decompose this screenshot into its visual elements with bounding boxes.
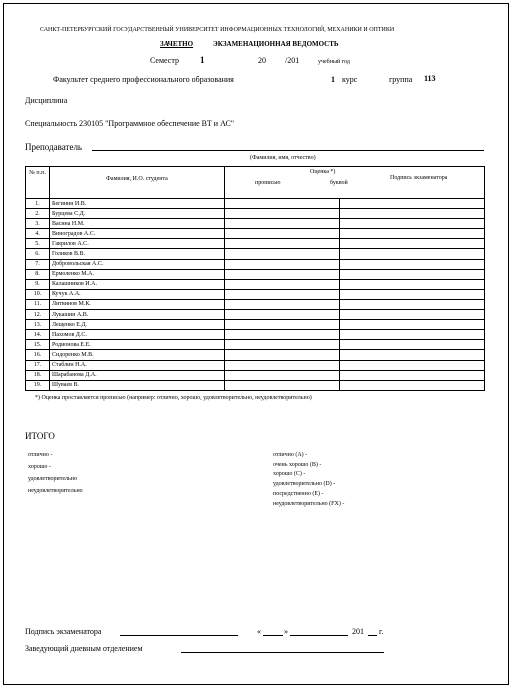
signature-cell bbox=[340, 310, 485, 320]
total-left-4: неудовлетворительно bbox=[28, 488, 83, 494]
student-name: Сидоренко М.В. bbox=[50, 350, 225, 360]
student-name: Добровольская А.С. bbox=[50, 259, 225, 269]
row-number: 3. bbox=[26, 219, 50, 229]
signature-cell bbox=[340, 350, 485, 360]
head-label: Заведующий дневным отделением bbox=[25, 644, 143, 653]
student-name: Литвинов М.К. bbox=[50, 299, 225, 309]
grade-cell bbox=[225, 380, 340, 390]
semester-value: 1 bbox=[200, 55, 205, 65]
faculty: Факультет среднего профессионального образования bbox=[53, 75, 234, 84]
grade-cell bbox=[225, 249, 340, 259]
row-number: 16. bbox=[26, 350, 50, 360]
date-mid: » bbox=[284, 627, 288, 636]
discipline-label: Дисциплина bbox=[25, 96, 68, 105]
student-name: Васина Н.М. bbox=[50, 219, 225, 229]
row-number: 12. bbox=[26, 310, 50, 320]
total-right-6: неудовлетворительно (FX) - bbox=[273, 501, 345, 507]
semester-label: Семестр bbox=[150, 56, 179, 65]
table-row bbox=[26, 229, 485, 239]
total-left-3: удовлетворительно bbox=[28, 476, 77, 482]
group-value: 113 bbox=[424, 74, 436, 83]
row-number: 8. bbox=[26, 269, 50, 279]
row-number: 19. bbox=[26, 380, 50, 390]
total-right-3: хорошо (С) - bbox=[273, 471, 306, 477]
signature-cell bbox=[340, 269, 485, 279]
table-row bbox=[26, 310, 485, 320]
signature-cell bbox=[340, 330, 485, 340]
row-number: 5. bbox=[26, 239, 50, 249]
student-name: Бегинин И.В. bbox=[50, 199, 225, 209]
grade-cell bbox=[225, 310, 340, 320]
row-number: 13. bbox=[26, 320, 50, 330]
table-row bbox=[26, 199, 485, 209]
table-row bbox=[26, 299, 485, 309]
signature-cell bbox=[340, 239, 485, 249]
date-open: « bbox=[257, 627, 261, 636]
group-label: группа bbox=[389, 75, 413, 84]
student-name: Виноградов А.С. bbox=[50, 229, 225, 239]
grade-cell bbox=[225, 209, 340, 219]
row-number: 10. bbox=[26, 289, 50, 299]
total-left-2: хорошо - bbox=[28, 464, 51, 470]
signature-cell bbox=[340, 380, 485, 390]
row-number: 7. bbox=[26, 259, 50, 269]
year-label: учебный год bbox=[318, 59, 350, 65]
signature-cell bbox=[340, 249, 485, 259]
teacher-hint: (Фамилия, имя, отчество) bbox=[250, 155, 316, 161]
signature-cell bbox=[340, 340, 485, 350]
title-left: ЗАЧЕТНО bbox=[160, 40, 194, 48]
student-name: Родионова Е.Е. bbox=[50, 340, 225, 350]
date-month-line bbox=[290, 635, 348, 636]
total-right-4: удовлетворительно (D) - bbox=[273, 481, 336, 487]
students-table bbox=[25, 166, 485, 391]
table-row bbox=[26, 219, 485, 229]
grade-cell bbox=[225, 299, 340, 309]
grade-cell bbox=[225, 350, 340, 360]
grade-cell bbox=[225, 340, 340, 350]
student-name: Калашников И.А. bbox=[50, 279, 225, 289]
row-number: 2. bbox=[26, 209, 50, 219]
table-row bbox=[26, 370, 485, 380]
row-number: 9. bbox=[26, 279, 50, 289]
total-left-1: отлично - bbox=[28, 452, 53, 458]
col-grade-header bbox=[225, 167, 485, 199]
examiner-label: Подпись экзаменатора bbox=[25, 627, 102, 636]
grade-cell bbox=[225, 279, 340, 289]
col-grade-letter: буквой bbox=[330, 180, 348, 186]
examiner-signature-line bbox=[120, 635, 238, 636]
date-year-line bbox=[368, 635, 377, 636]
grade-cell bbox=[225, 360, 340, 370]
table-row bbox=[26, 330, 485, 340]
row-number: 15. bbox=[26, 340, 50, 350]
signature-cell bbox=[340, 360, 485, 370]
col-name-header bbox=[50, 167, 225, 199]
student-name: Голиков В.В. bbox=[50, 249, 225, 259]
table-row bbox=[26, 249, 485, 259]
student-name: Гаврилов А.С. bbox=[50, 239, 225, 249]
table-row bbox=[26, 360, 485, 370]
grade-cell bbox=[225, 219, 340, 229]
signature-cell bbox=[340, 229, 485, 239]
teacher-line bbox=[92, 150, 484, 151]
grade-cell bbox=[225, 259, 340, 269]
col-signature-header: Подпись экзаменатора bbox=[390, 175, 448, 181]
row-number: 17. bbox=[26, 360, 50, 370]
row-number: 1. bbox=[26, 199, 50, 209]
date-year: 201 bbox=[352, 627, 364, 636]
table-row bbox=[26, 279, 485, 289]
grade-cell bbox=[225, 320, 340, 330]
table-row bbox=[26, 239, 485, 249]
col-num-header: № п.п. bbox=[26, 167, 50, 199]
row-number: 14. bbox=[26, 330, 50, 340]
signature-cell bbox=[340, 299, 485, 309]
total-right-5: посредственно (Е) - bbox=[273, 491, 324, 497]
table-row bbox=[26, 209, 485, 219]
signature-cell bbox=[340, 209, 485, 219]
col-name-label: Фамилия, И.О. студента bbox=[106, 176, 168, 182]
row-number: 18. bbox=[26, 370, 50, 380]
table-row bbox=[26, 380, 485, 390]
col-grade-words: прописью bbox=[255, 180, 281, 186]
grade-cell bbox=[225, 370, 340, 380]
table-header-row bbox=[26, 167, 485, 199]
year-start: 20 bbox=[258, 56, 266, 65]
grade-cell bbox=[225, 199, 340, 209]
student-name: Бурцева С.Д. bbox=[50, 209, 225, 219]
table-row bbox=[26, 320, 485, 330]
signature-cell bbox=[340, 320, 485, 330]
date-year-suffix: г. bbox=[379, 627, 384, 636]
grade-cell bbox=[225, 289, 340, 299]
grade-cell bbox=[225, 229, 340, 239]
signature-cell bbox=[340, 199, 485, 209]
signature-cell bbox=[340, 219, 485, 229]
course-label: курс bbox=[342, 75, 358, 84]
title-right: ЭКЗАМЕНАЦИОННАЯ ВЕДОМОСТЬ bbox=[213, 40, 339, 48]
year-end: /201 bbox=[285, 56, 300, 65]
student-name: Кучук А.А. bbox=[50, 289, 225, 299]
table-row bbox=[26, 259, 485, 269]
student-name: Ермоленко М.А. bbox=[50, 269, 225, 279]
head-signature-line bbox=[181, 652, 384, 653]
table-row bbox=[26, 350, 485, 360]
row-number: 4. bbox=[26, 229, 50, 239]
student-name: Лукашин А.В. bbox=[50, 310, 225, 320]
grade-cell bbox=[225, 239, 340, 249]
totals-heading: ИТОГО bbox=[25, 431, 55, 441]
student-name: Шарабанова Д.А. bbox=[50, 370, 225, 380]
grade-cell bbox=[225, 330, 340, 340]
row-number: 11. bbox=[26, 299, 50, 309]
date-day-line bbox=[263, 635, 283, 636]
signature-cell bbox=[340, 370, 485, 380]
student-name: Шуваев В. bbox=[50, 380, 225, 390]
university-name: САНКТ-ПЕТЕРБУРГСКИЙ ГОСУДАРСТВЕННЫЙ УНИВЕРСИТЕТ ИНФОРМАЦИОННЫХ ТЕХНОЛОГИЙ, МЕХАНИКИ И ОПТИКИ bbox=[40, 27, 395, 33]
signature-cell bbox=[340, 289, 485, 299]
teacher-label: Преподаватель bbox=[25, 142, 83, 152]
specialty: Специальность 230105 "Программное обеспечение ВТ и АС" bbox=[25, 119, 235, 128]
student-name: Пахомов Д.С. bbox=[50, 330, 225, 340]
total-right-2: очень хорошо (В) - bbox=[273, 462, 322, 468]
footnote: *) Оценка проставляется прописью (например: отлично, хорошо, удовлетворительно, неудовлетворительно) bbox=[35, 395, 312, 401]
signature-cell bbox=[340, 259, 485, 269]
table-row bbox=[26, 289, 485, 299]
total-right-1: отлично (А) - bbox=[273, 452, 308, 458]
signature-cell bbox=[340, 279, 485, 289]
student-name: Лещенко Е.Д. bbox=[50, 320, 225, 330]
table-row bbox=[26, 340, 485, 350]
col-grade-label: Оценка *) bbox=[310, 169, 336, 175]
course-value: 1 bbox=[331, 75, 335, 84]
table-row bbox=[26, 269, 485, 279]
grade-cell bbox=[225, 269, 340, 279]
row-number: 6. bbox=[26, 249, 50, 259]
student-name: Стаблин Н.А. bbox=[50, 360, 225, 370]
